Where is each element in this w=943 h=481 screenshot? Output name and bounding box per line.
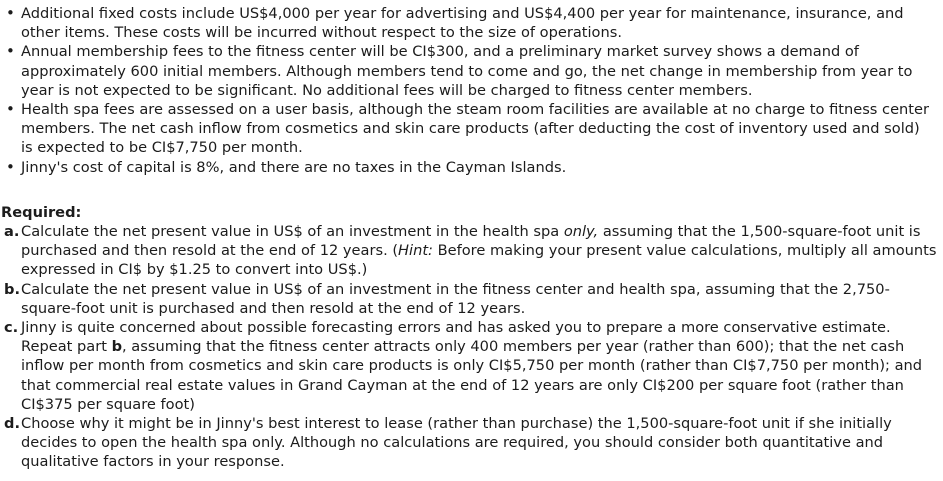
bullet-health-spa-fees: • Health spa fees are assessed on a user basis, although the steam room facilities are available at no charge to fitness center members. The net cash inflow from cosmetics and skin care products (after deducting the cost of inventory used and sold) is expected to be CI$7,750 per month. (0, 100, 943, 158)
part-d-text: Choose why it might be in Jinny's best interest to lease (rather than purchase) the 1,500-square-foot unit if she initially decides to open the health spa only. Although no calculations are required, you should consider both quantitative and qualitative factors in your response. (21, 415, 892, 471)
assumptions-bullet-list (0, 4, 943, 177)
required-parts-list (0, 222, 943, 472)
part-a-letter: a. (4, 223, 20, 241)
part-a-text-2: assuming that the 1,500-square-foot unit is purchased and then resold at the end of 12 years. ( (21, 223, 921, 260)
part-d-letter: d. (4, 415, 20, 433)
part-a-hint-label: Hint: (398, 242, 433, 260)
part-a-text-3: Before making your present value calculations, multiply all amounts expressed in CI$ by $1.25 to convert into US$.) (21, 242, 937, 279)
required-part-d (0, 414, 943, 472)
part-c-letter: c. (4, 319, 19, 337)
part-c-bold-reference: b (111, 338, 123, 356)
bullet-fixed-costs: • Additional fixed costs include US$4,000 per year for advertising and US$4,400 per year for maintenance, insurance, and other items. These costs will be incurred without respect to the size of operations. (0, 4, 943, 42)
bullet-membership-fees: • Annual membership fees to the fitness center will be CI$300, and a preliminary market survey shows a demand of approximately 600 initial members. Although members tend to come and go, the net change in membership from year to year is not expected to be significant. No additional fees will be charged to fitness center members. (0, 42, 943, 100)
bullet-cost-of-capital: • Jinny's cost of capital is 8%, and there are no taxes in the Cayman Islands. (0, 158, 943, 177)
part-b-text: Calculate the net present value in US$ of an investment in the fitness center and health spa, assuming that the 2,750-square-foot unit is purchased and then resold at the end of 12 years. (21, 280, 890, 317)
required-heading: Required: (1, 203, 82, 221)
part-a-text-1: Calculate the net present value in US$ of an investment in the health spa (21, 223, 564, 241)
part-a-emphasis: only, (563, 223, 599, 241)
section-spacer (0, 177, 943, 203)
part-c-text-2: , assuming that the fitness center attracts only 400 members per year (rather than 600); that the net cash inflow per month from cosmetics and skin care products is only CI$5,750 per month (rather than CI$7,750 per month); and that commercial real estate values in Grand Cayman at the end of 12 years are only CI$200 per square foot (rather than CI$375 per square foot) (21, 338, 923, 413)
required-part-b (0, 280, 943, 318)
required-part-a (0, 222, 943, 280)
part-c-text-1: Jinny is quite concerned about possible forecasting errors and has asked you to prepare a more conservative estimate. Repeat part (21, 319, 891, 356)
part-b-letter: b. (4, 280, 20, 298)
required-part-c (0, 318, 943, 414)
